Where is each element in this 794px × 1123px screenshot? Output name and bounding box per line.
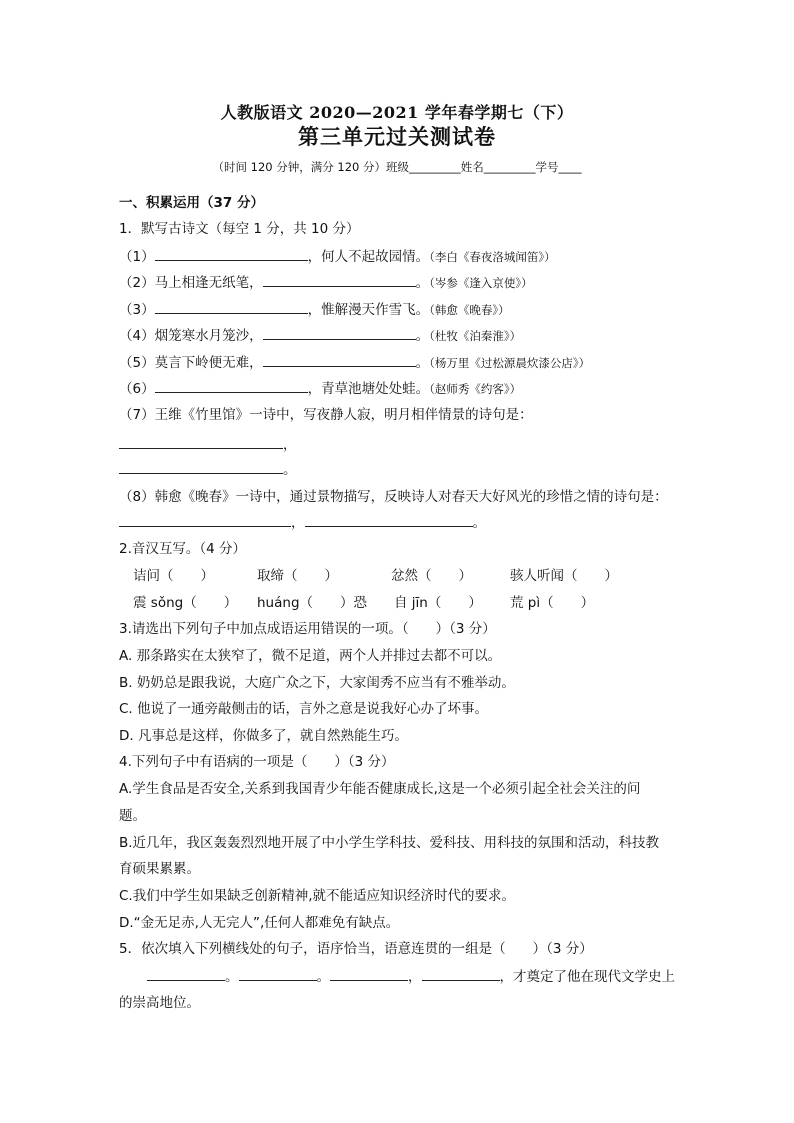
answer-blank[interactable]	[239, 966, 317, 981]
q1-item-3	[119, 299, 510, 320]
item-source: （李白《春夜洛城闻笛》）	[429, 250, 556, 264]
item-number: （3）	[119, 302, 155, 318]
item-number: （5）	[119, 355, 155, 371]
q1-item-5	[119, 352, 590, 373]
item-source: （岑参《逢入京使》）	[429, 276, 533, 290]
answer-blank[interactable]	[155, 299, 308, 314]
q1-item-7: （7）王维《竹里馆》一诗中，写夜静人寂，明月相伴情景的诗句是：	[119, 407, 533, 423]
answer-blank[interactable]	[119, 434, 283, 449]
q5-blanks: 。 。 ， ，才奠定了他在现代文学史上	[147, 966, 675, 987]
answer-blank[interactable]	[119, 459, 283, 474]
q4-option-d: D.“金无足赤,人无完人”,任何人都难免有缺点。	[119, 915, 400, 931]
item-source: （赵师秀《约客》）	[429, 382, 522, 396]
pinyin-item: 荒 pì（ ）	[510, 595, 595, 611]
q1-item-6	[119, 378, 521, 399]
item-number: （1）	[119, 249, 155, 265]
answer-blank[interactable]	[305, 512, 473, 527]
q1-item-2	[119, 272, 533, 293]
q2-row-1	[133, 566, 618, 586]
q5-text: ，才奠定了他在现代文学史上	[499, 969, 675, 985]
pinyin-item: 忿然（ ）	[391, 568, 472, 584]
item-number: （6）	[119, 381, 155, 397]
item-source: （韩愈《晚春》）	[429, 303, 510, 317]
q1-item-4	[119, 325, 521, 346]
answer-blank[interactable]	[155, 378, 308, 393]
q1-item-7-line-2: 。	[119, 459, 297, 480]
q3-option-d: D. 凡事总是这样，你做多了，就自然熟能生巧。	[119, 728, 408, 744]
answer-blank[interactable]	[263, 325, 416, 340]
q3-option-b: B. 奶奶总是跟我说，大庭广众之下，大家闺秀不应当有不雅举动。	[119, 675, 515, 691]
pinyin-item: 诘问（ ）	[133, 568, 214, 584]
pinyin-item: 骇人听闻（ ）	[510, 568, 618, 584]
item-text: 。	[415, 328, 430, 344]
answer-blank[interactable]	[263, 272, 416, 287]
q1-item-1	[119, 246, 556, 267]
item-text: 莫言下岭便无难，	[154, 355, 263, 371]
q2-row-2	[133, 593, 594, 613]
q2-prompt: 2.音汉互写。（4 分）	[119, 541, 247, 557]
answer-blank[interactable]	[263, 352, 416, 367]
q4-option-b-cont: 育硕果累累。	[119, 861, 200, 877]
pinyin-item: 取缔（ ）	[257, 568, 338, 584]
item-number: （4）	[119, 328, 155, 344]
item-text: 马上相逢无纸笔，	[154, 275, 263, 291]
exam-meta: （时间 120 分钟，满分 120 分）班级_________姓名_________学号____	[212, 160, 582, 174]
answer-blank[interactable]	[119, 512, 291, 527]
item-text: 。	[415, 355, 430, 371]
q4-option-b: B.近几年，我区轰轰烈烈地开展了中小学生学科技、爱科技、用科技的氛围和活动，科技教	[119, 835, 660, 851]
pinyin-item: 自 jīn（ ）	[394, 595, 482, 611]
item-text: 烟笼寒水月笼沙，	[154, 328, 263, 344]
item-text: ，青草池塘处处蛙。	[307, 381, 430, 397]
q5-prompt: 5．依次填入下列横线处的句子，语序恰当，语意连贯的一组是（ ）（3 分）	[119, 941, 593, 957]
q5-line-2: 的崇高地位。	[119, 995, 200, 1011]
item-source: （杜牧《泊秦淮》）	[429, 329, 522, 343]
section-heading: 一、积累运用（37 分）	[119, 195, 264, 211]
answer-blank[interactable]	[330, 966, 408, 981]
q1-item-7-line-1: ，	[119, 434, 297, 455]
item-number: （2）	[119, 275, 155, 291]
q4-option-a: A.学生食品是否安全,关系到我国青少年能否健康成长,这是一个必须引起全社会关注的问	[119, 781, 641, 797]
item-source: （杨万里《过松源晨炊漆公店》）	[429, 356, 591, 370]
q1-item-8: （8）韩愈《晚春》一诗中，通过景物描写，反映诗人对春天大好风光的珍惜之情的诗句是：	[119, 489, 668, 505]
q4-option-a-cont: 题。	[119, 808, 146, 824]
item-text: 。	[415, 275, 430, 291]
exam-title: 人教版语文 2020—2021 学年春学期七（下）	[220, 103, 574, 122]
pinyin-item: 震 sǒng（ ）	[133, 595, 238, 611]
q4-prompt: 4.下列句子中有语病的一项是（ ）（3 分）	[119, 754, 395, 770]
q3-option-c: C. 他说了一通旁敲侧击的话，言外之意是说我好心办了坏事。	[119, 701, 489, 717]
answer-blank[interactable]	[422, 966, 500, 981]
answer-blank[interactable]	[147, 966, 225, 981]
exam-subtitle: 第三单元过关测试卷	[298, 124, 496, 149]
q4-option-c: C.我们中学生如果缺乏创新精神,就不能适应知识经济时代的要求。	[119, 888, 516, 904]
q3-prompt: 3.请选出下列句子中加点成语运用错误的一项。（ ）（3 分）	[119, 621, 496, 637]
answer-blank[interactable]	[155, 246, 308, 261]
q3-option-a: A. 那条路实在太狭窄了，微不足道，两个人并排过去都不可以。	[119, 648, 502, 664]
item-text: ，何人不起故园情。	[307, 249, 430, 265]
pinyin-item: huáng（ ）恐	[257, 595, 368, 611]
item-text: ，惟解漫天作雪飞。	[307, 302, 430, 318]
q1-prompt: 1．默写古诗文（每空 1 分，共 10 分）	[119, 221, 360, 237]
q1-item-8-answer: ， 。	[119, 512, 486, 533]
